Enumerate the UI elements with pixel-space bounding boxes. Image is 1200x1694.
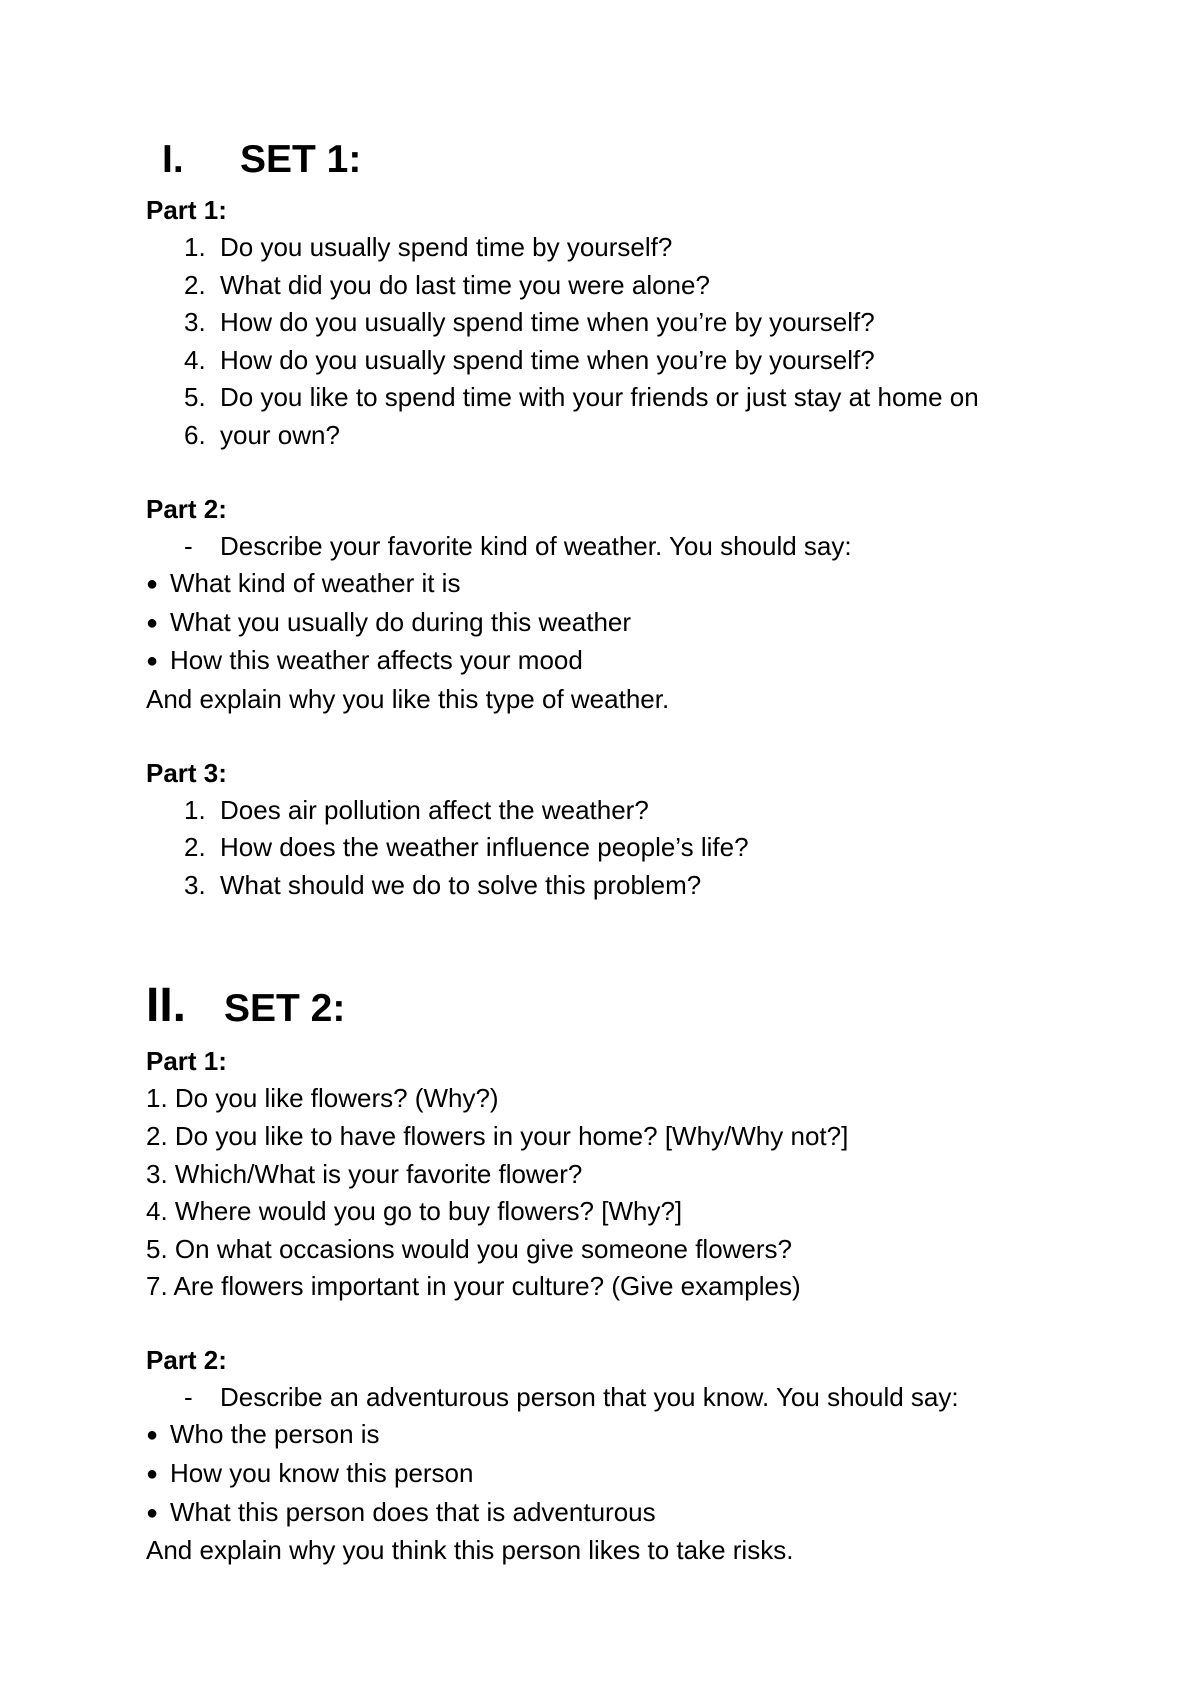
set-1-part-3-label: Part 3: bbox=[146, 757, 227, 788]
set-2-heading bbox=[146, 979, 1146, 1033]
bullet-text: What kind of weather it is bbox=[170, 568, 461, 599]
bullet-icon: ● bbox=[146, 650, 159, 673]
set-1-title: SET 1: bbox=[240, 138, 362, 181]
list-item: 4. Where would you go to buy flowers? [Why?] bbox=[146, 1196, 683, 1227]
bullet-text: What you usually do during this weather bbox=[170, 606, 632, 637]
bullet-icon: ● bbox=[146, 573, 159, 596]
bullet-text: How this weather affects your mood bbox=[170, 645, 583, 676]
set-2-part-2-prompt bbox=[146, 1379, 1146, 1417]
bullet-icon: ● bbox=[146, 1463, 159, 1486]
set-2-part-1-label: Part 1: bbox=[146, 1046, 227, 1077]
list-item-text: How do you usually spend time when you’re by yourself? bbox=[220, 344, 875, 375]
list-item bbox=[146, 829, 1146, 867]
list-item: 2. Do you like to have flowers in your home? [Why/Why not?] bbox=[146, 1120, 849, 1151]
set-2-numeral: II. bbox=[146, 979, 187, 1033]
list-item-number: 1. bbox=[184, 232, 206, 262]
list-item bbox=[146, 304, 1146, 342]
list-item bbox=[146, 867, 1146, 905]
set-1-part-2-label: Part 2: bbox=[146, 493, 227, 524]
list-item-text: Does air pollution affect the weather? bbox=[220, 794, 649, 825]
list-item bbox=[146, 267, 1146, 305]
list-item-number: 6. bbox=[184, 419, 206, 450]
list-item-number: 1. bbox=[184, 794, 206, 825]
set-1-part-3-list bbox=[146, 792, 1146, 905]
list-item: 5. On what occasions would you give someone flowers? bbox=[146, 1233, 793, 1264]
list-item-text: What should we do to solve this problem? bbox=[220, 869, 702, 900]
list-item-text: What did you do last time you were alone? bbox=[220, 269, 710, 300]
dash-marker: - bbox=[184, 530, 193, 561]
set-2-part-2-label: Part 2: bbox=[146, 1344, 227, 1375]
dash-marker: - bbox=[184, 1381, 193, 1412]
bullet-icon: ● bbox=[146, 611, 159, 634]
prompt-text: Describe your favorite kind of weather. You should say: bbox=[220, 530, 852, 561]
set-1-part-2-prompt bbox=[146, 528, 1146, 566]
list-item: 3. Which/What is your favorite flower? bbox=[146, 1158, 583, 1189]
list-item bbox=[146, 792, 1146, 830]
list-item bbox=[146, 379, 1146, 417]
set-1-part-1-label: Part 1: bbox=[146, 195, 227, 225]
list-item bbox=[146, 417, 1146, 455]
bullet-item bbox=[146, 1494, 1146, 1533]
bullet-text: How you know this person bbox=[170, 1458, 474, 1489]
set-2-title: SET 2: bbox=[224, 987, 346, 1031]
list-item: 1. Do you like flowers? (Why?) bbox=[146, 1083, 499, 1114]
list-item-number: 2. bbox=[184, 832, 206, 863]
bullet-item bbox=[146, 604, 1146, 643]
list-item bbox=[146, 229, 1146, 267]
list-item-text: your own? bbox=[220, 419, 340, 450]
list-item-number: 4. bbox=[184, 344, 206, 375]
bullet-item bbox=[146, 565, 1146, 604]
set-1-part-1-list bbox=[146, 229, 1146, 455]
bullet-item bbox=[146, 1455, 1146, 1494]
set-1-part-2-closing: And explain why you like this type of weather. bbox=[146, 683, 670, 714]
document-body bbox=[146, 140, 1146, 1570]
bullet-text: What this person does that is adventurous bbox=[170, 1496, 656, 1527]
bullet-text: Who the person is bbox=[170, 1419, 380, 1450]
bullet-icon: ● bbox=[146, 1424, 159, 1447]
list-item-text: Do you usually spend time by yourself? bbox=[220, 232, 673, 262]
set-1-heading bbox=[146, 140, 1146, 179]
list-item bbox=[146, 342, 1146, 380]
set-1-numeral: I. bbox=[162, 138, 184, 181]
list-item-number: 5. bbox=[184, 382, 206, 413]
bullet-item bbox=[146, 1416, 1146, 1455]
list-item: 7. Are flowers important in your culture? (Give examples) bbox=[146, 1271, 801, 1302]
prompt-text: Describe an adventurous person that you know. You should say: bbox=[220, 1381, 959, 1412]
list-item-text: How do you usually spend time when you’re by yourself? bbox=[220, 307, 875, 338]
list-item-number: 3. bbox=[184, 869, 206, 900]
bullet-icon: ● bbox=[146, 1501, 159, 1524]
list-item-text: How does the weather influence people’s life? bbox=[220, 832, 749, 863]
set-2-part-2-closing: And explain why you think this person likes to take risks. bbox=[146, 1535, 794, 1566]
list-item-text: Do you like to spend time with your friends or just stay at home on bbox=[220, 382, 979, 413]
bullet-item bbox=[146, 642, 1146, 681]
list-item-number: 3. bbox=[184, 307, 206, 338]
list-item-number: 2. bbox=[184, 269, 206, 300]
